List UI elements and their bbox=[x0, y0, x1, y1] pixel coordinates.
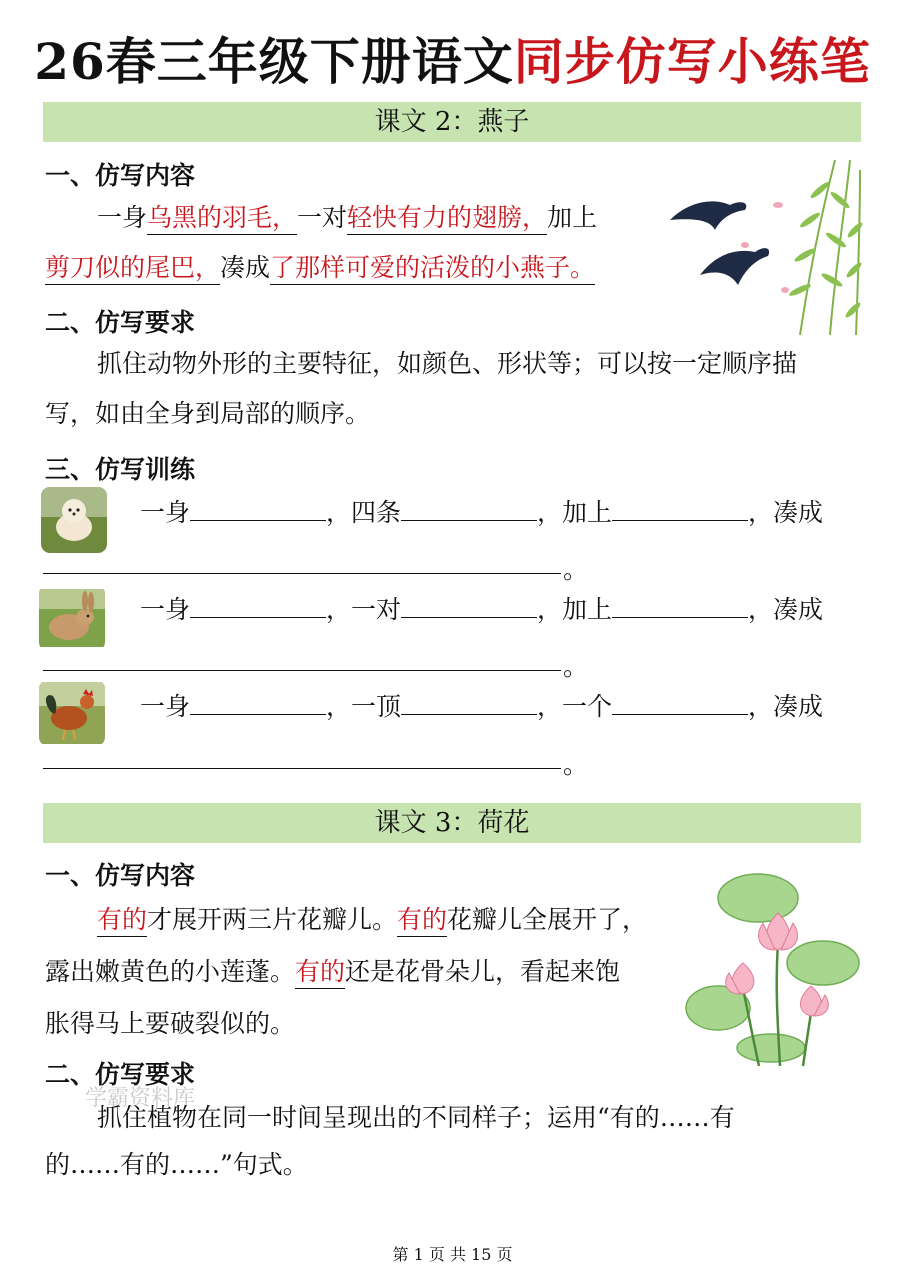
lesson2-section2: 二、仿写要求 bbox=[45, 308, 196, 337]
lesson2-content-line1: 一身乌黑的羽毛，一对轻快有力的翅膀，加上 bbox=[97, 192, 597, 244]
sentence-end: 。 bbox=[563, 750, 589, 779]
exercise-row-3: 一身 ，一顶 ，一个 ，凑成 bbox=[140, 692, 824, 721]
answer-line[interactable] bbox=[43, 670, 561, 671]
page-title bbox=[0, 22, 905, 94]
title-black: 26春三年级下册语文 bbox=[34, 32, 514, 91]
underlined-phrase: 轻快有力的翅膀， bbox=[347, 203, 547, 235]
answer-line[interactable] bbox=[43, 768, 561, 769]
sentence-end: 。 bbox=[563, 652, 589, 681]
title-red: 同步仿写小练笔 bbox=[513, 32, 871, 91]
lesson3-section1: 一、仿写内容 bbox=[45, 861, 196, 890]
lesson2-section1: 一、仿写内容 bbox=[45, 161, 196, 190]
underlined-phrase: 有的 bbox=[97, 905, 147, 937]
underlined-phrase: 乌黑的羽毛， bbox=[147, 203, 297, 235]
page-number: 第 1 页 共 15 页 bbox=[392, 1245, 513, 1264]
lesson2-section3: 三、仿写训练 bbox=[45, 455, 196, 484]
lesson2-req-line2: 写，如由全身到局部的顺序。 bbox=[45, 399, 371, 428]
rabbit-photo bbox=[39, 585, 105, 651]
lesson3-req-line1: 抓住植物在同一时间呈现出的不同样子；运用“有的……有 bbox=[97, 1103, 735, 1132]
lesson2-content-line2: 剪刀似的尾巴，凑成了那样可爱的活泼的小燕子。 bbox=[45, 242, 595, 294]
dog-photo bbox=[41, 487, 107, 553]
lesson3-content-line2: 露出嫩黄色的小莲蓬。有的还是花骨朵儿，看起来饱 bbox=[45, 946, 620, 998]
underlined-phrase: 了那样可爱的活泼的小燕子。 bbox=[270, 253, 595, 285]
exercise-row-2: 一身 ，一对 ，加上 ，凑成 bbox=[140, 595, 824, 624]
lotus-illustration bbox=[683, 868, 863, 1068]
blank-field[interactable] bbox=[401, 593, 537, 618]
blank-field[interactable] bbox=[401, 496, 537, 521]
lesson3-req-line2: 的……有的……”句式。 bbox=[45, 1150, 308, 1179]
underlined-phrase: 有的 bbox=[397, 905, 447, 937]
lesson3-content-line1: 有的才展开两三片花瓣儿。有的花瓣儿全展开了， bbox=[97, 894, 647, 946]
blank-field[interactable] bbox=[612, 496, 748, 521]
blank-field[interactable] bbox=[190, 690, 326, 715]
blank-field[interactable] bbox=[612, 593, 748, 618]
blank-field[interactable] bbox=[190, 593, 326, 618]
lesson3-content-line3: 胀得马上要破裂似的。 bbox=[45, 1009, 296, 1038]
rooster-photo bbox=[39, 680, 105, 746]
blank-field[interactable] bbox=[190, 496, 326, 521]
lesson3-header: 课文 3：荷花 bbox=[43, 803, 861, 843]
lesson3-section2: 二、仿写要求 bbox=[45, 1060, 196, 1089]
swallow-illustration bbox=[660, 160, 865, 335]
lesson2-req-line1: 抓住动物外形的主要特征，如颜色、形状等；可以按一定顺序描 bbox=[97, 349, 798, 378]
watermark: 学霸资料库 bbox=[85, 1086, 196, 1111]
blank-field[interactable] bbox=[401, 690, 537, 715]
blank-field[interactable] bbox=[612, 690, 748, 715]
exercise-row-1: 一身 ，四条 ，加上 ，凑成 bbox=[140, 498, 824, 527]
sentence-end: 。 bbox=[563, 555, 589, 584]
underlined-phrase: 有的 bbox=[295, 957, 345, 989]
answer-line[interactable] bbox=[43, 573, 561, 574]
underlined-phrase: 剪刀似的尾巴， bbox=[45, 253, 220, 285]
lesson2-header: 课文 2：燕子 bbox=[43, 102, 861, 142]
